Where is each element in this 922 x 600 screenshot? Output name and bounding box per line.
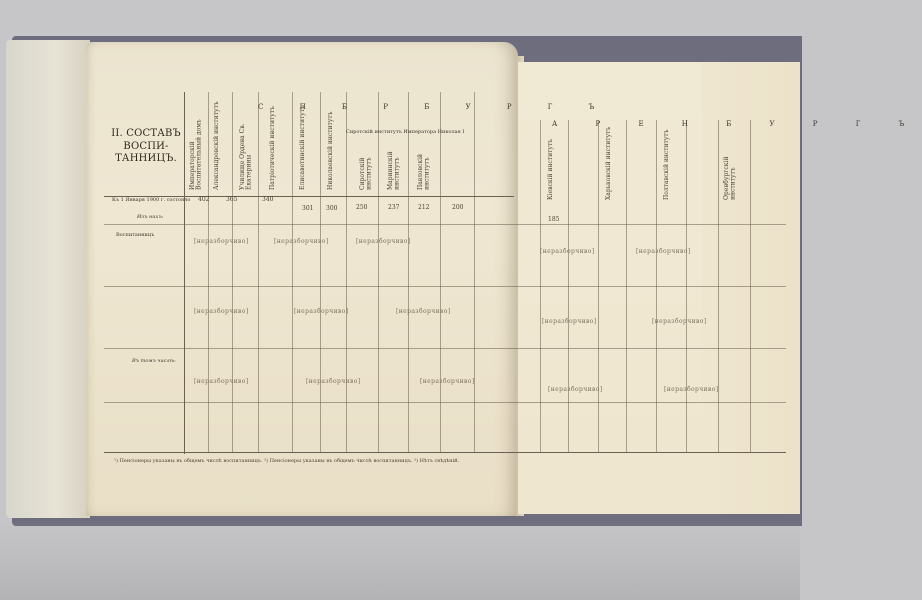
unreadable-cell-block: [неразборчиво] <box>652 318 707 325</box>
row-label-including: Въ томъ числѣ: <box>132 358 176 364</box>
row-rule <box>104 224 786 225</box>
row-label-pupils: Воспитанницъ <box>116 232 155 238</box>
column-header-10: Кіевскій институтъ <box>547 138 554 200</box>
column-header-1: Императорскій Воспитательный домъ <box>189 119 203 190</box>
total-cell: 212 <box>418 204 430 211</box>
column-rule <box>208 92 209 452</box>
unreadable-cell-block: [неразборчиво] <box>420 378 475 385</box>
column-rule <box>292 92 293 452</box>
column-header-4: Патріотическій институтъ <box>269 106 276 190</box>
column-header-13: Оренбургскій институтъ <box>723 156 737 200</box>
unreadable-cell-block: [неразборчиво] <box>194 308 249 315</box>
row-rule <box>104 286 786 287</box>
right-header-title: Сиротскій институтъ Императора Николая I <box>346 129 465 135</box>
unreadable-cell-block: [неразборчиво] <box>542 318 597 325</box>
total-cell: 250 <box>356 204 368 211</box>
column-rule <box>378 92 379 452</box>
unreadable-cell-block: [неразборчиво] <box>194 378 249 385</box>
header-band-main: С П Б Р Б У Р Г Ъ <box>258 103 612 111</box>
total-cell: 185 <box>548 216 560 223</box>
column-header-12: Полтавскій институтъ <box>663 129 670 200</box>
total-cell: 200 <box>452 204 464 211</box>
column-header-5: Елисаветинскій институтъ <box>299 105 306 190</box>
unreadable-cell-block: [неразборчиво] <box>548 386 603 393</box>
column-rule <box>474 92 475 452</box>
column-rule <box>232 92 233 452</box>
column-rule <box>440 92 441 452</box>
column-rule <box>408 92 409 452</box>
column-header-11: Харьковскій институтъ <box>605 126 612 200</box>
total-cell: 340 <box>262 196 274 203</box>
table-bottom-rule <box>104 452 786 453</box>
row-rule <box>104 348 786 349</box>
unreadable-cell-block: [неразборчиво] <box>294 308 349 315</box>
unreadable-cell-block: [неразборчиво] <box>396 308 451 315</box>
total-cell: 300 <box>326 205 338 212</box>
column-header-8: Мариинскій институтъ <box>387 151 401 190</box>
total-cell: 365 <box>226 196 238 203</box>
row-label-total: Къ 1 Января 1900 г. состояло <box>112 197 191 203</box>
table-surface-shadow <box>0 520 800 600</box>
row-label-subheading: Изъ нихъ: <box>137 214 164 220</box>
unreadable-cell-block: [неразборчиво] <box>194 238 249 245</box>
column-header-9: Павловскій институтъ <box>417 153 431 190</box>
column-rule <box>320 92 321 452</box>
total-cell: 237 <box>388 204 400 211</box>
total-cell: 301 <box>302 205 314 212</box>
column-header-7: Сиротскій институтъ <box>359 157 373 190</box>
row-rule <box>104 402 786 403</box>
unreadable-cell-block: [неразборчиво] <box>540 248 595 255</box>
unreadable-cell-block: [неразборчиво] <box>306 378 361 385</box>
unreadable-cell-block: [неразборчиво] <box>274 238 329 245</box>
far-right-page <box>702 62 800 514</box>
column-header-3: Училище Ордена Св. Екатерины <box>239 123 253 190</box>
table-footnote: ¹) Пенсіонеры указаны въ общемъ числѣ воспитанницъ. ²) Пенсіонеры указаны въ общемъ числѣ воспитанницъ. ³) Нѣтъ свѣдѣній. <box>114 458 460 464</box>
column-header-6: Николаевскій институтъ <box>327 111 334 190</box>
unreadable-cell-block: [неразборчиво] <box>664 386 719 393</box>
total-cell: 402 <box>198 196 210 203</box>
column-rule <box>346 92 347 452</box>
header-band-right: А Р Е Н Б У Р Г Ъ <box>552 120 922 128</box>
unreadable-cell-block: [неразборчиво] <box>356 238 411 245</box>
left-page-edge <box>6 40 90 518</box>
column-header-2: Александровскій институтъ <box>213 101 220 190</box>
column-rule <box>258 92 259 452</box>
section-title: II. СОСТАВЪ ВОСПИ-ТАННИЦЪ. <box>111 128 181 164</box>
unreadable-cell-block: [неразборчиво] <box>636 248 691 255</box>
